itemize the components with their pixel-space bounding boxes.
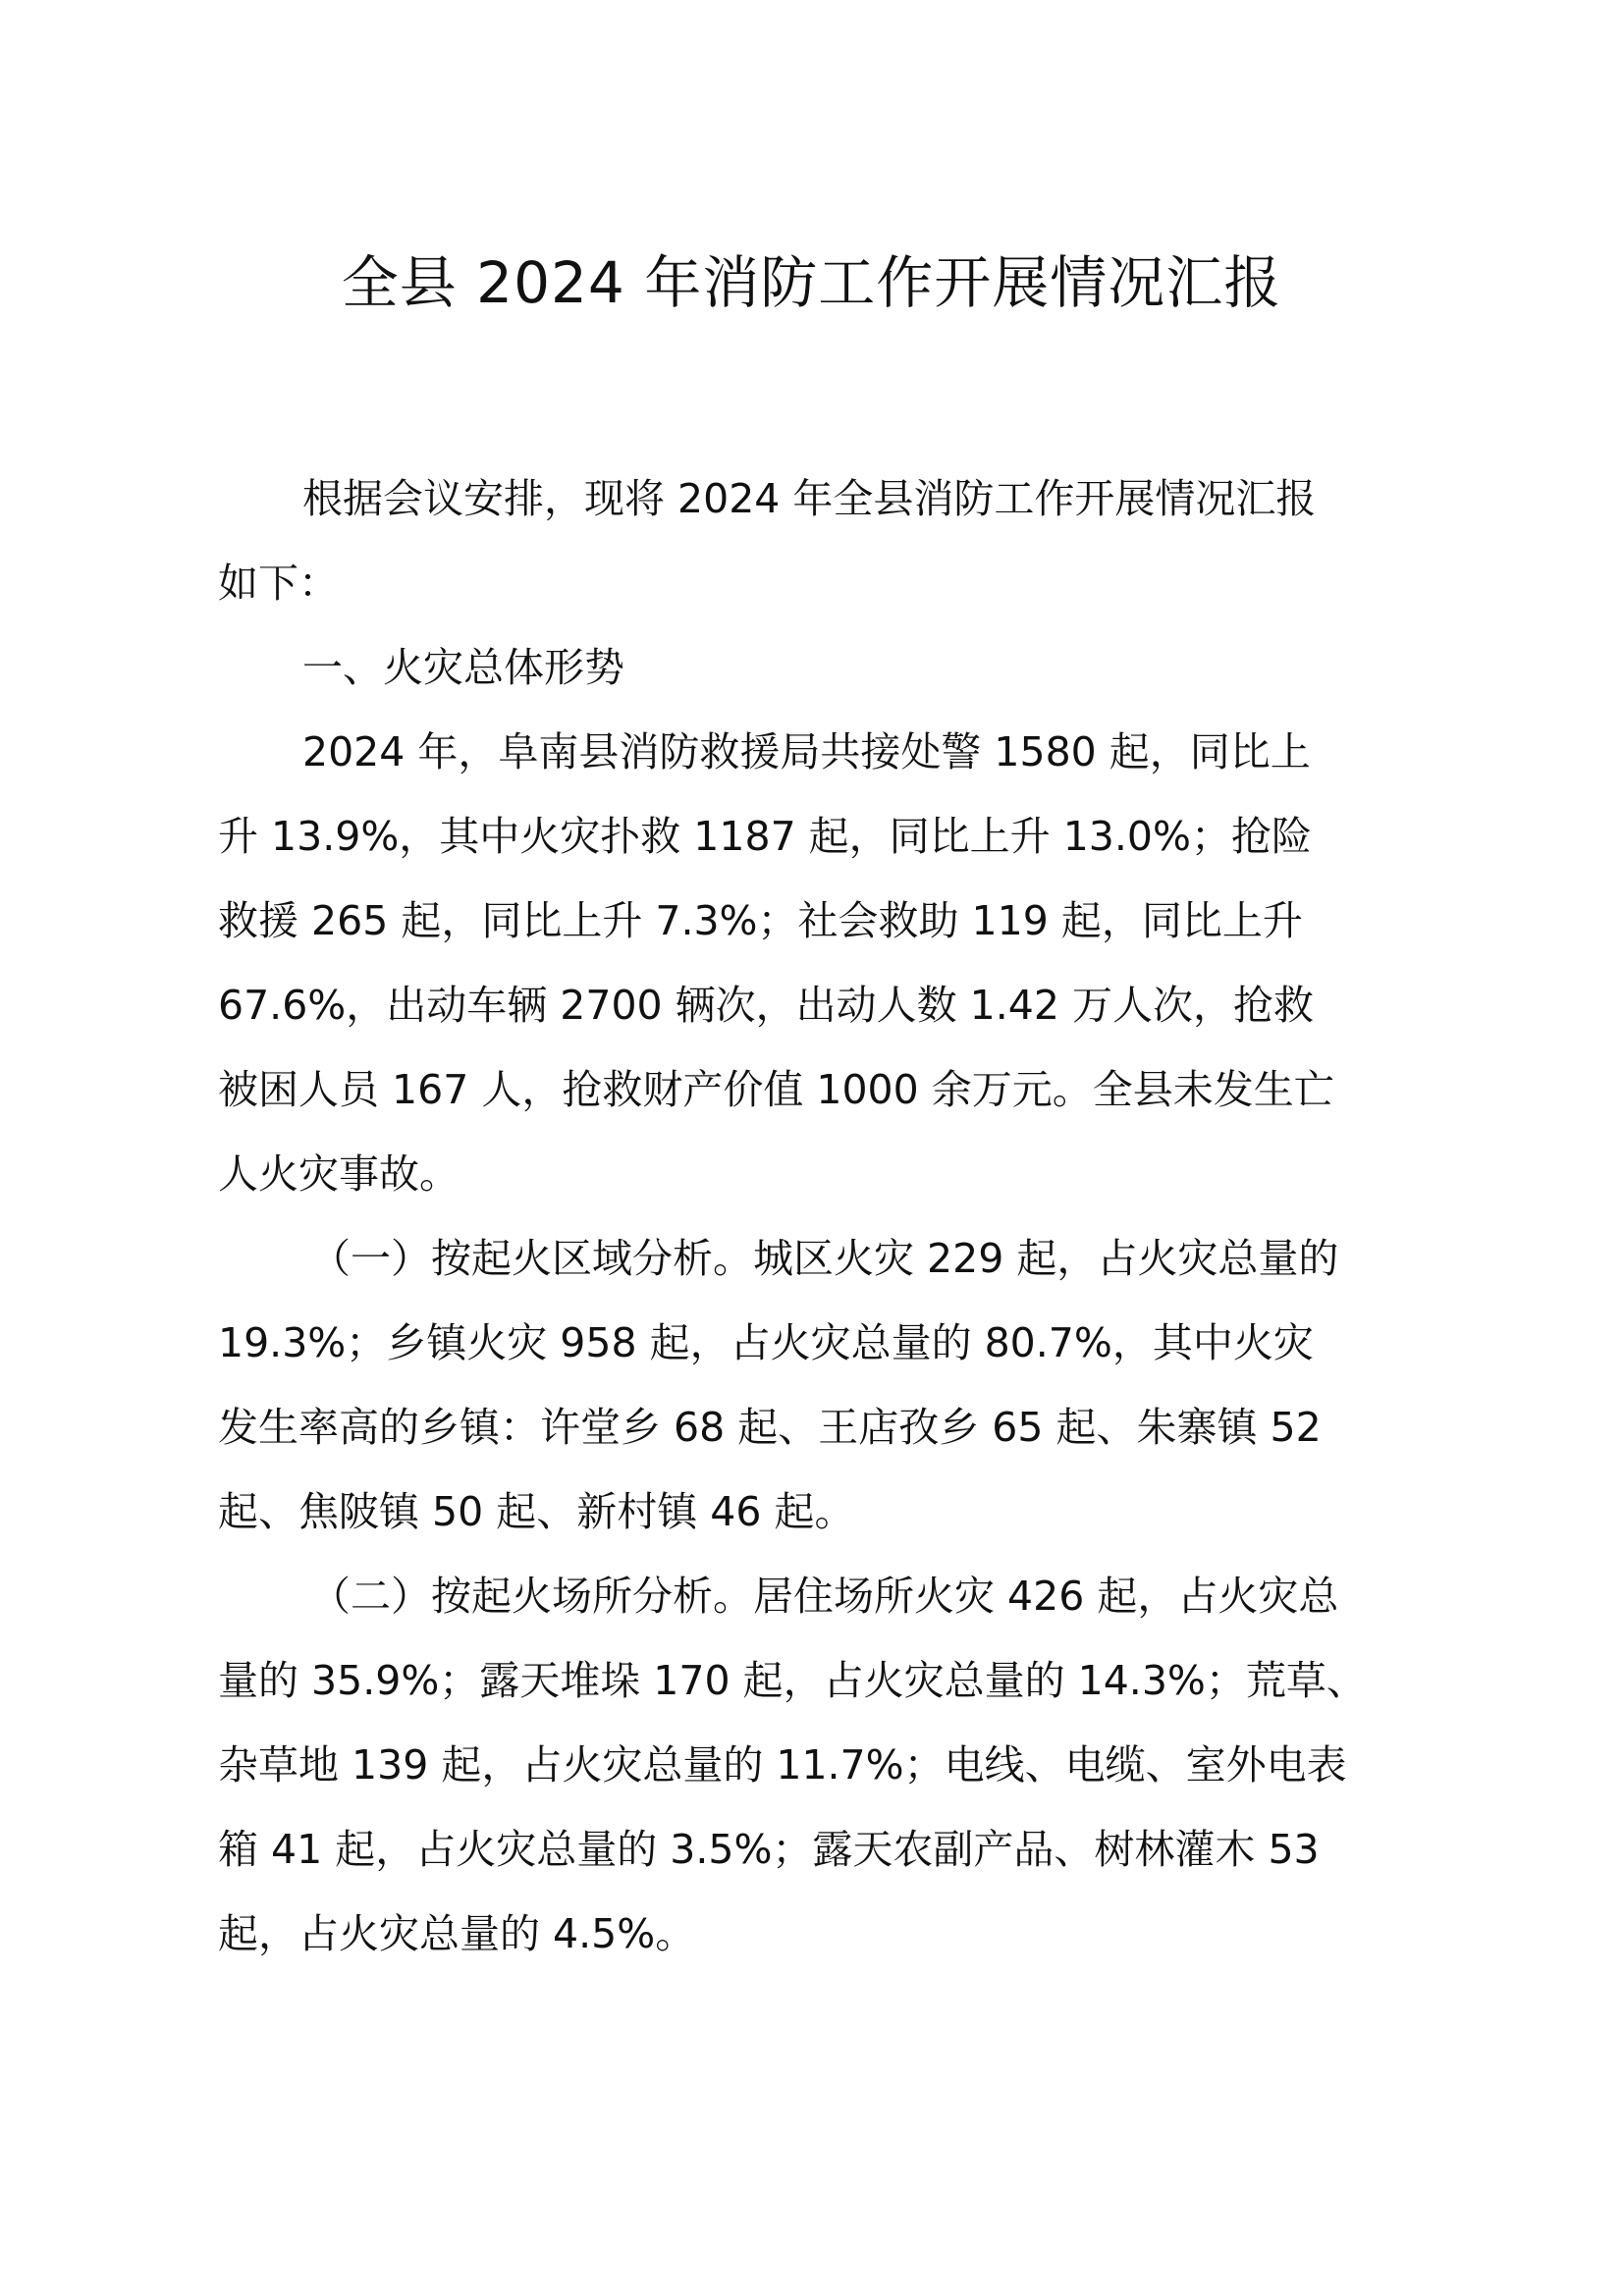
paragraph-intro-line-1: 根据会议安排，现将 2024 年全县消防工作开展情况汇报 [302,475,1317,522]
paragraph-venue-line-1: （二）按起火场所分析。居住场所火灾 426 起，占火灾总 [310,1573,1339,1620]
paragraph-venue-line-5: 起，占火灾总量的 4.5%。 [218,1910,696,1957]
paragraph-summary-line-3: 救援 265 起，同比上升 7.3%；社会救助 119 起，同比上升 [218,897,1303,944]
paragraph-venue-line-4: 箱 41 起，占火灾总量的 3.5%；露天农副产品、树林灌木 53 [218,1826,1320,1873]
paragraph-summary-line-6: 人火灾事故。 [218,1150,460,1198]
paragraph-summary-line-5: 被困人员 167 人，抢救财产价值 1000 余万元。全县未发生亡 [218,1066,1334,1113]
paragraph-venue-line-3: 杂草地 139 起，占火灾总量的 11.7%；电线、电缆、室外电表 [218,1741,1347,1789]
paragraph-region-line-4: 起、焦陂镇 50 起、新村镇 46 起。 [218,1488,855,1535]
paragraph-venue-line-2: 量的 35.9%；露天堆垛 170 起，占火灾总量的 14.3%；荒草、 [218,1657,1367,1704]
paragraph-summary-line-2: 升 13.9%，其中火灾扑救 1187 起，同比上升 13.0%；抢险 [218,813,1312,860]
paragraph-region-line-3: 发生率高的乡镇：许堂乡 68 起、王店孜乡 65 起、朱寨镇 52 [218,1404,1322,1451]
page-title: 全县 2024 年消防工作开展情况汇报 [341,249,1282,316]
paragraph-region-line-2: 19.3%；乡镇火灾 958 起，占火灾总量的 80.7%，其中火灾 [218,1319,1314,1366]
paragraph-summary-line-4: 67.6%，出动车辆 2700 辆次，出动人数 1.42 万人次，抢救 [218,982,1315,1029]
document-body [218,456,1435,1976]
paragraph-region-line-1: （一）按起火区域分析。城区火灾 229 起，占火灾总量的 [310,1235,1339,1282]
paragraph-intro-line-2: 如下： [218,560,339,607]
paragraph-summary-line-1: 2024 年，阜南县消防救援局共接处警 1580 起，同比上 [302,728,1311,775]
section-heading-fire-situation: 一、火灾总体形势 [302,644,624,691]
